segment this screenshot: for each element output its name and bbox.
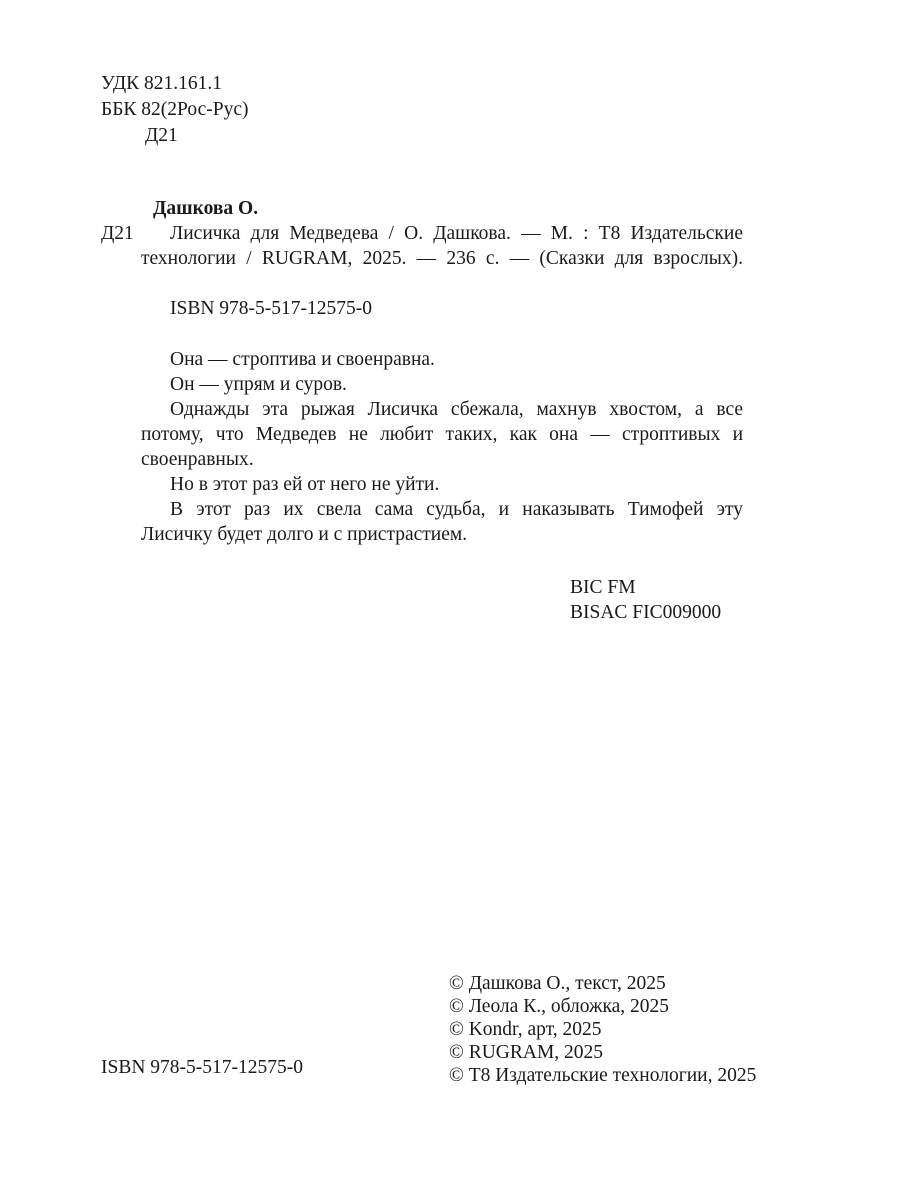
annotation-paragraph-1: Она — строптива и своенравна. [170,349,435,370]
description-line-2: технологии / RUGRAM, 2025. — 236 с. — (Сказки для взрослых). [141,248,743,269]
annotation-paragraph-3-line-2: потому, что Медведев не любит таких, как она — строптивых и [141,424,743,445]
copyright-line: © RUGRAM, 2025 [449,1042,604,1063]
record-mark: Д21 [101,223,134,244]
udk-code: УДК 821.161.1 [101,73,223,94]
footer-isbn: ISBN 978-5-517-12575-0 [101,1057,304,1078]
annotation-paragraph-5-line-1: В этот раз их свела сама судьба, и наказывать Тимофей эту [170,499,743,520]
annotation-paragraph-2: Он — упрям и суров. [170,374,347,395]
copyright-line: © Kondr, арт, 2025 [449,1019,602,1040]
bbk-code: ББК 82(2Рос-Рус) [101,99,249,120]
record-isbn: ISBN 978-5-517-12575-0 [170,298,373,319]
bic-code: BIC FM [570,577,636,598]
copyright-line: © Т8 Издательские технологии, 2025 [449,1065,757,1086]
author-mark: Д21 [145,125,178,146]
copyright-line: © Леола К., обложка, 2025 [449,996,670,1017]
annotation-paragraph-4: Но в этот раз ей от него не уйти. [170,474,440,495]
copyright-line: © Дашкова О., текст, 2025 [449,973,666,994]
annotation-paragraph-3-line-1: Однажды эта рыжая Лисичка сбежала, махнув хвостом, а все [170,399,743,420]
annotation-paragraph-5-line-2: Лисичку будет долго и с пристрастием. [141,524,468,545]
bisac-code: BISAC FIC009000 [570,602,722,623]
author-heading: Дашкова О. [153,198,259,219]
annotation-paragraph-3-line-3: своенравных. [141,449,254,470]
description-line-1: Лисичка для Медведева / О. Дашкова. — М. : Т8 Издательские [170,223,743,244]
